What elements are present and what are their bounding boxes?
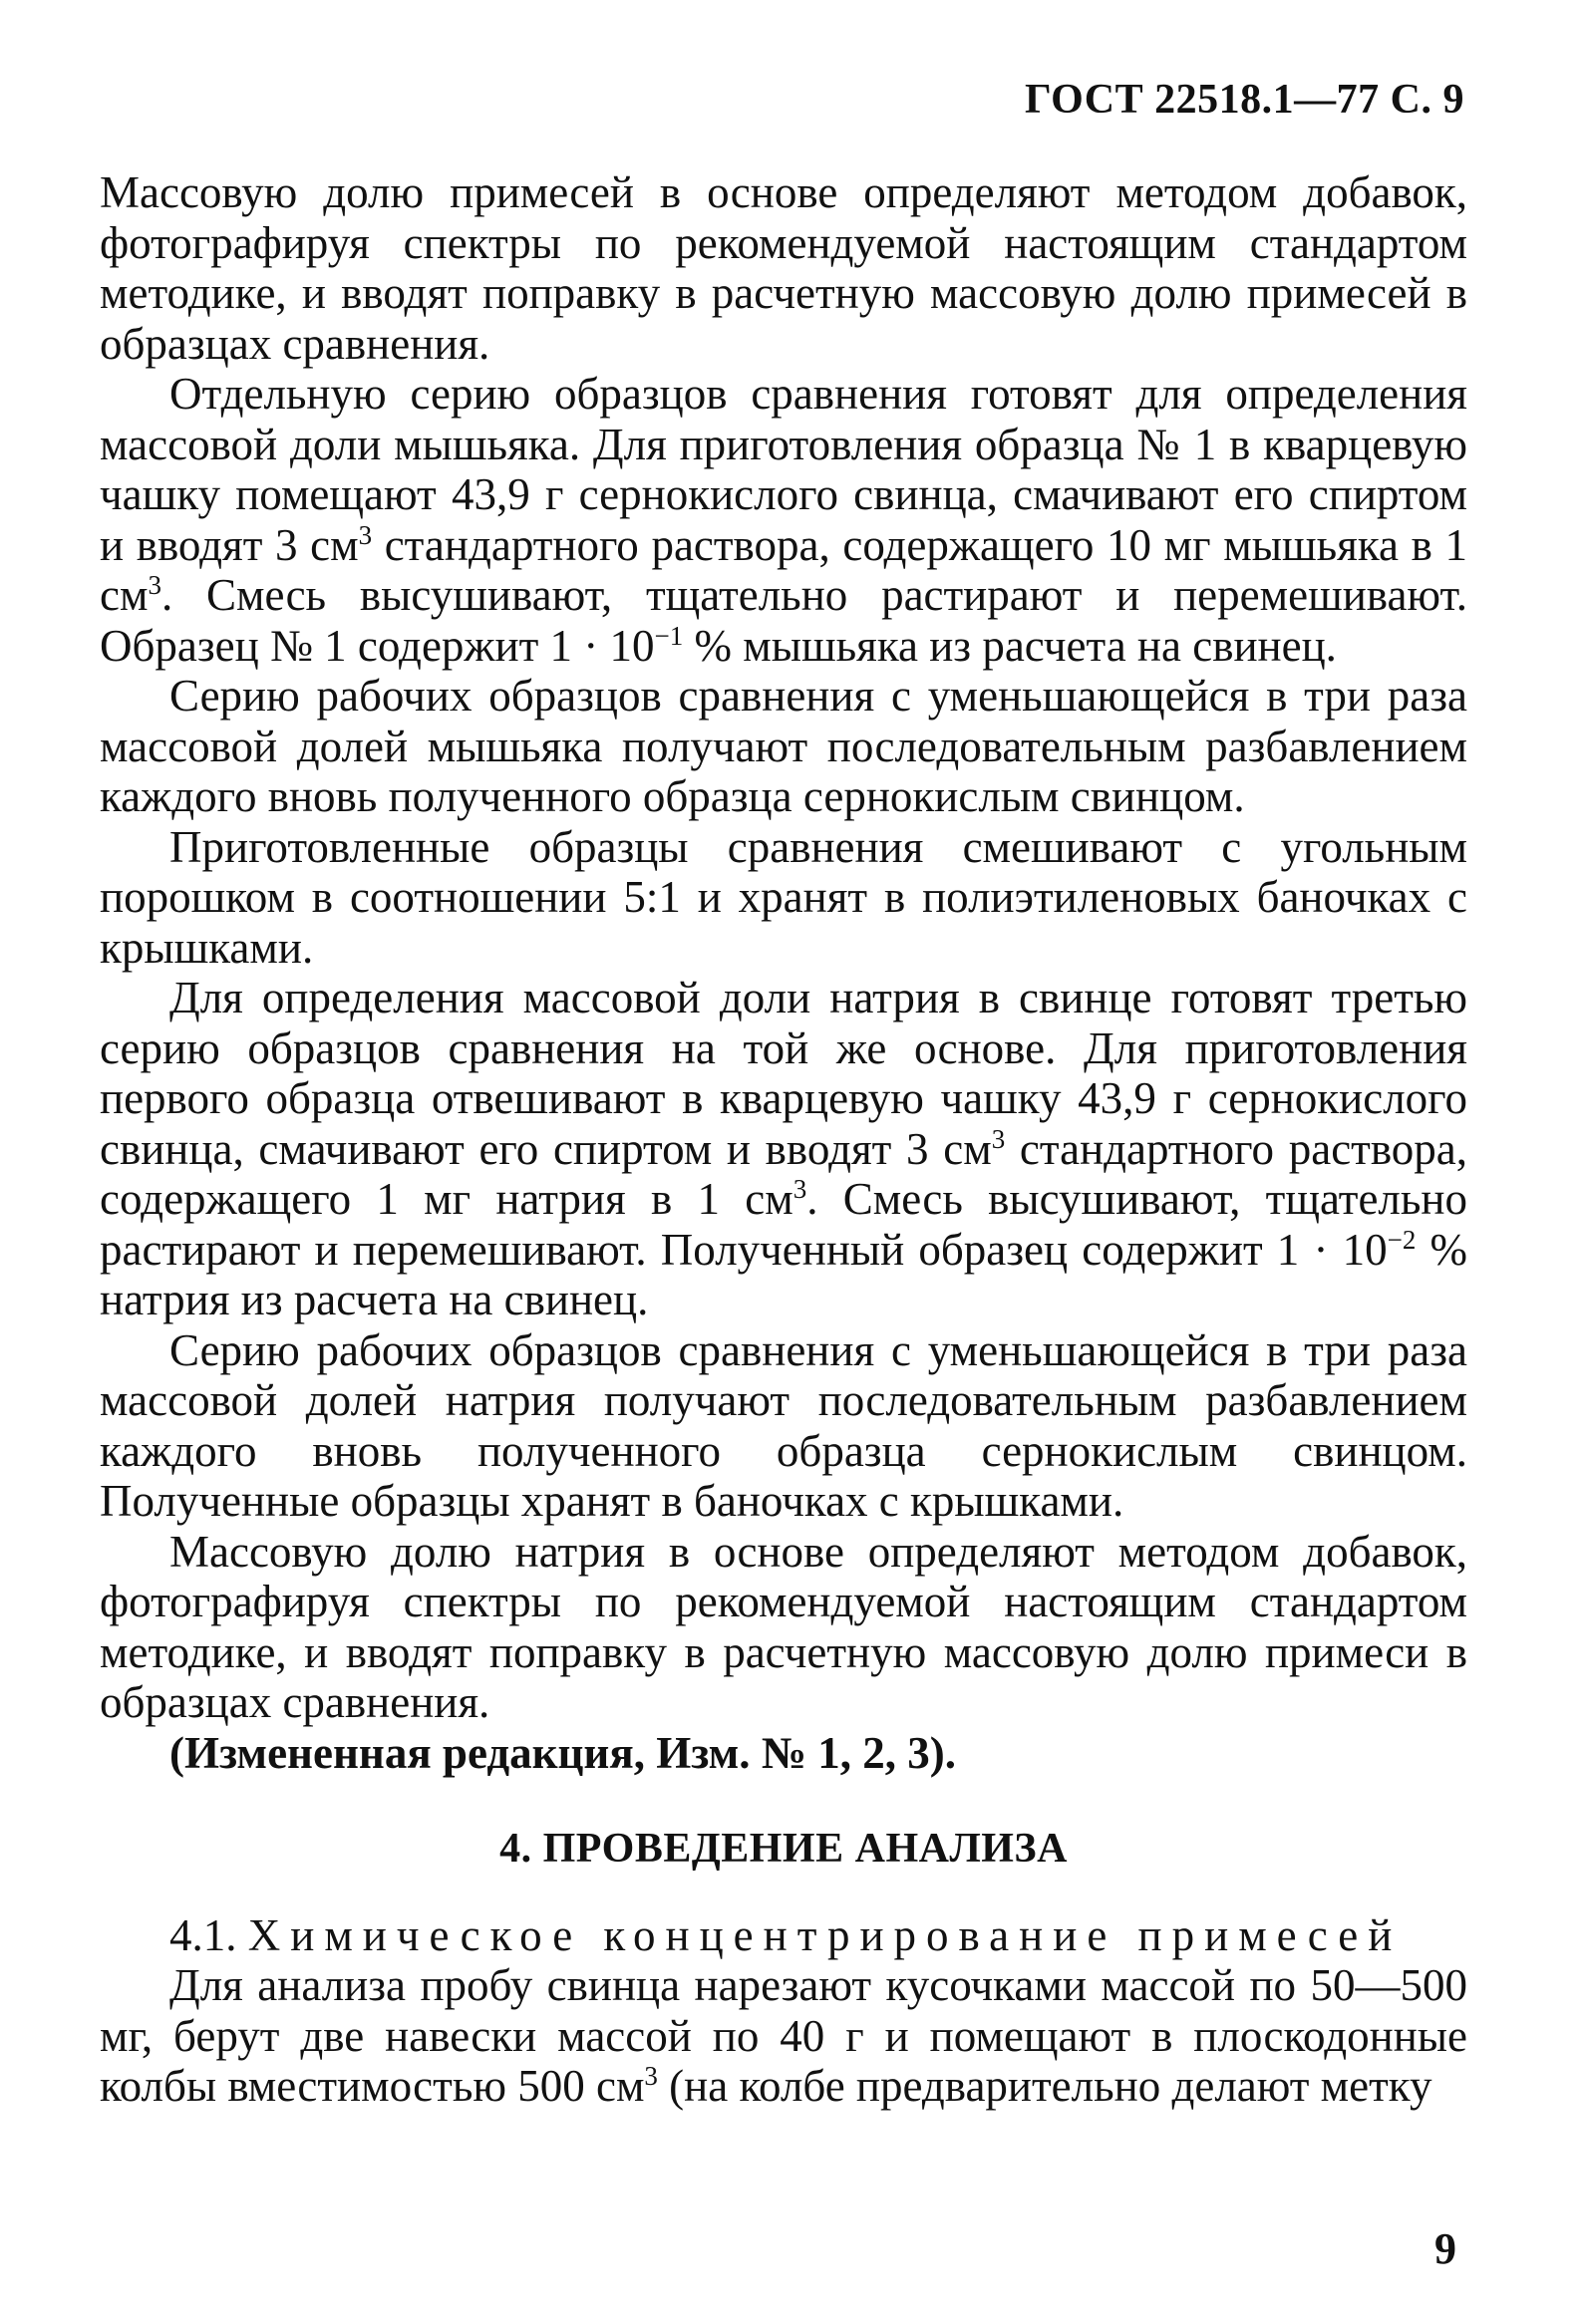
paragraph: Массовую долю натрия в основе определяют методом добавок, фотографируя спектры по рекомендуемой настоящим стандартом методике, и вводят поправку в расчетную массовую долю примеси в образцах сравнения. xyxy=(100,1526,1467,1727)
paragraph-text: Отдельную серию образцов сравнения готовят для определения массовой доли мышьяка. Для приготовления образца № 1 в кварцевую чашку помещают 43,9 г сернокислого свинца, смачивают его спиртом и вводят 3 см xyxy=(100,369,1467,570)
document-body xyxy=(100,167,1467,2112)
superscript: 3 xyxy=(991,1123,1006,1154)
paragraph: Серию рабочих образцов сравнения с уменьшающейся в три раза массовой долей натрия получают последовательным разбавлением каждого вновь полученного образца сернокислым свинцом. Полученные образцы хранят в баночках с крышками. xyxy=(100,1324,1467,1526)
paragraph xyxy=(100,369,1467,671)
page-number: 9 xyxy=(1434,2224,1456,2273)
superscript: 3 xyxy=(644,2061,658,2091)
paragraph-text: Для анализа пробу свинца нарезают кусочками массой по 50—500 мг, берут две навески массой по 40 г и помещают в плоскодонные колбы вместимостью 500 см xyxy=(100,1960,1467,2111)
paragraph-text: стандартного раствора, содержащего 10 мг мышьяка в 1 см xyxy=(100,519,1467,620)
paragraph-text: % мышьяка из расчета на свинец. xyxy=(683,620,1337,671)
paragraph-text: . Смесь высушивают, тщательно растирают и перемешивают. Полученный образец содержит 1 · 10 xyxy=(100,1174,1467,1275)
superscript: −2 xyxy=(1387,1224,1417,1255)
paragraph-text: % натрия из расчета на свинец. xyxy=(100,1224,1467,1324)
paragraph: Массовую долю примесей в основе определяют методом добавок, фотографируя спектры по рекомендуемой настоящим стандартом методике, и вводят поправку в расчетную массовую долю примесей в образцах сравнения. xyxy=(100,167,1467,369)
superscript: 3 xyxy=(793,1174,807,1204)
paragraph xyxy=(100,1960,1467,2112)
subsection-title: Химическое концентрирование примесей xyxy=(247,1909,1403,1960)
superscript: 3 xyxy=(358,519,373,550)
paragraph-text: (на колбе предварительно делают метку xyxy=(657,2061,1432,2111)
paragraph: Приготовленные образцы сравнения смешивают с угольным порошком в соотношении 5:1 и хранят в полиэтиленовых баночках с крышками. xyxy=(100,821,1467,973)
paragraph: Серию рабочих образцов сравнения с уменьшающейся в три раза массовой долей мышьяка получают последовательным разбавлением каждого вновь полученного образца сернокислым свинцом. xyxy=(100,671,1467,821)
section-title: 4. ПРОВЕДЕНИЕ АНАЛИЗА xyxy=(499,1826,1068,1872)
superscript: 3 xyxy=(148,570,161,600)
page-header: ГОСТ 22518.1—77 С. 9 xyxy=(1024,77,1464,123)
paragraph xyxy=(100,973,1467,1325)
superscript: −1 xyxy=(654,620,684,651)
paragraph-text: Для определения массовой доли натрия в свинце готовят третью серию образцов сравнения на той же основе. Для приготовления первого образца отвешивают в кварцевую чашку 43,9 г сернокислого свинца, смачивают его спиртом и вводят 3 см xyxy=(100,973,1467,1174)
paragraph-text: . Смесь высушивают, тщательно растирают и перемешивают. Образец № 1 содержит 1 · 10 xyxy=(100,570,1467,671)
subsection-heading xyxy=(100,1910,1467,1961)
amendment-note: (Измененная редакция, Изм. № 1, 2, 3). xyxy=(169,1727,957,1778)
paragraph-text: стандартного раствора, содержащего 1 мг натрия в 1 см xyxy=(100,1123,1467,1224)
subsection-number: 4.1. xyxy=(169,1909,237,1960)
